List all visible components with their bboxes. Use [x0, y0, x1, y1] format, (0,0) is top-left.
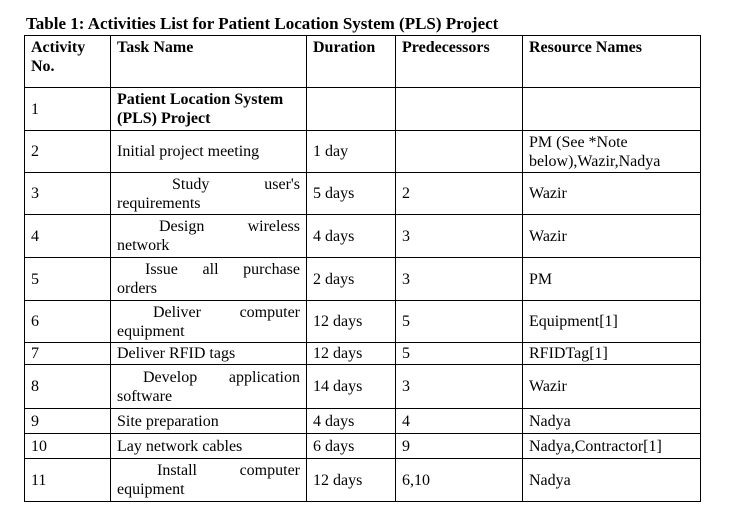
header-resource-names: Resource Names [523, 36, 701, 88]
cell-res: Nadya [523, 459, 701, 502]
cell-res: PM [523, 258, 701, 301]
cell-duration: 6 days [307, 434, 396, 459]
header-row [25, 36, 701, 88]
cell-res: RFIDTag[1] [523, 343, 701, 365]
cell-no: 6 [25, 301, 111, 343]
cell-res: Wazir [523, 215, 701, 258]
cell-res: Nadya [523, 409, 701, 434]
table-caption: Table 1: Activities List for Patient Location System (PLS) Project [26, 14, 499, 33]
cell-no: 11 [25, 459, 111, 502]
cell-task: Issue all purchase orders [111, 258, 307, 301]
cell-duration [307, 88, 396, 131]
cell-pred: 5 [396, 343, 523, 365]
table-row [25, 173, 701, 215]
cell-res [523, 88, 701, 131]
cell-res: Equipment[1] [523, 301, 701, 343]
table-row [25, 459, 701, 502]
cell-task: Install computer equipment [111, 459, 307, 502]
table-row [25, 343, 701, 365]
cell-pred: 3 [396, 215, 523, 258]
table-row [25, 215, 701, 258]
cell-no: 3 [25, 173, 111, 215]
cell-res: Wazir [523, 365, 701, 409]
header-activity-no: Activity No. [25, 36, 111, 88]
table-row [25, 258, 701, 301]
cell-duration: 12 days [307, 459, 396, 502]
cell-task: Study user's requirements [111, 173, 307, 215]
table-row [25, 131, 701, 173]
cell-res: Nadya,Contractor[1] [523, 434, 701, 459]
cell-pred: 6,10 [396, 459, 523, 502]
cell-task-text: Initial project meeting [117, 143, 260, 160]
header-duration: Duration [307, 36, 396, 88]
cell-pred: 9 [396, 434, 523, 459]
cell-no: 2 [25, 131, 111, 173]
cell-no: 7 [25, 343, 111, 365]
cell-task-text: Deliver RFID tags [117, 345, 236, 362]
cell-pred: 5 [396, 301, 523, 343]
table-row [25, 88, 701, 131]
header-task-name: Task Name [111, 36, 307, 88]
cell-duration: 4 days [307, 409, 396, 434]
cell-duration: 12 days [307, 301, 396, 343]
cell-task: Deliver computer equipment [111, 301, 307, 343]
cell-no: 4 [25, 215, 111, 258]
cell-task [111, 434, 307, 459]
cell-duration: 4 days [307, 215, 396, 258]
cell-task [111, 131, 307, 173]
cell-no: 9 [25, 409, 111, 434]
cell-pred: 3 [396, 258, 523, 301]
cell-task [111, 409, 307, 434]
header-predecessors: Predecessors [396, 36, 523, 88]
table-row [25, 409, 701, 434]
cell-no: 1 [25, 88, 111, 131]
table-row [25, 301, 701, 343]
cell-pred [396, 88, 523, 131]
cell-no: 8 [25, 365, 111, 409]
cell-duration: 12 days [307, 343, 396, 365]
cell-pred: 2 [396, 173, 523, 215]
cell-task: Patient Location System (PLS) Project [111, 88, 307, 131]
cell-duration: 14 days [307, 365, 396, 409]
cell-duration: 1 day [307, 131, 396, 173]
cell-task: Develop application software [111, 365, 307, 409]
cell-no: 10 [25, 434, 111, 459]
cell-task [111, 343, 307, 365]
cell-task-text: Lay network cables [117, 437, 243, 455]
table-row [25, 365, 701, 409]
activities-table [24, 35, 701, 502]
cell-task-text: Site preparation [117, 412, 219, 430]
cell-duration: 5 days [307, 173, 396, 215]
cell-res: PM (See *Note below),Wazir,Nadya [523, 131, 701, 173]
cell-task: Design wireless network [111, 215, 307, 258]
cell-pred [396, 131, 523, 173]
cell-no: 5 [25, 258, 111, 301]
cell-pred: 4 [396, 409, 523, 434]
cell-duration: 2 days [307, 258, 396, 301]
cell-pred: 3 [396, 365, 523, 409]
cell-res: Wazir [523, 173, 701, 215]
table-row [25, 434, 701, 459]
